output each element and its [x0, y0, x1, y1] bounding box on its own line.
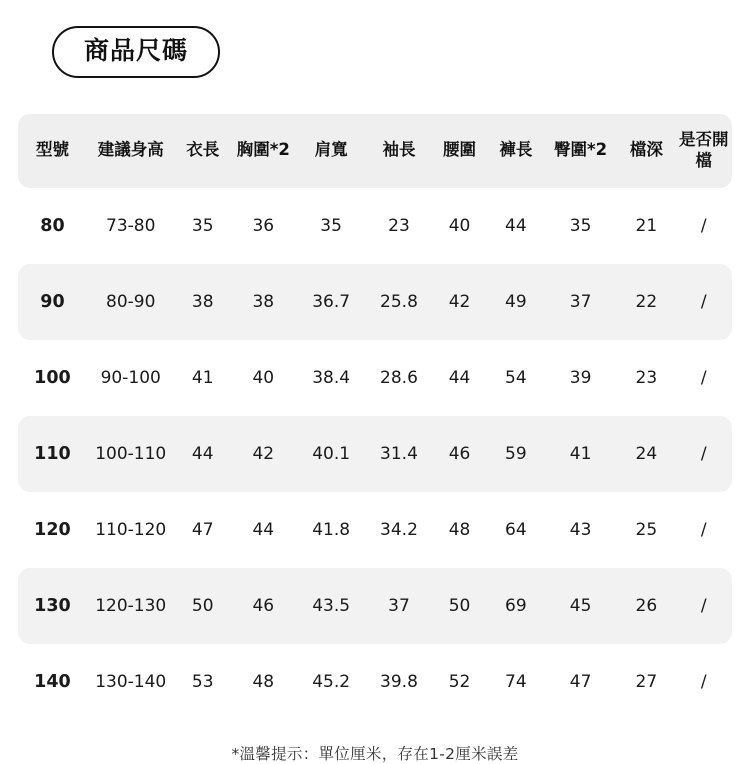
cell-open-crotch: /: [700, 519, 707, 540]
cell-model: 140: [34, 671, 71, 692]
table-row: [18, 416, 732, 492]
column-header-waist: 腰圍: [443, 140, 476, 160]
table-row: [18, 340, 732, 416]
cell-chest: 44: [252, 519, 275, 540]
cell-waist: 44: [448, 367, 471, 388]
table-row: [18, 492, 732, 568]
cell-open-crotch: /: [700, 215, 707, 236]
column-header-length: 衣長: [186, 140, 220, 160]
table-body: [18, 188, 732, 720]
table-row: [18, 188, 732, 264]
cell-model: 120: [34, 519, 71, 540]
cell-length: 41: [191, 367, 214, 388]
cell-hip: 47: [569, 671, 592, 692]
page-title: 商品尺碼: [52, 26, 220, 78]
cell-shoulder: 40.1: [296, 416, 367, 492]
column-header-sleeve: 袖長: [382, 140, 416, 160]
column-header-crotch-depth: 檔深: [629, 140, 663, 160]
cell-length: 47: [191, 519, 214, 540]
cell-crotch-depth: 26: [617, 568, 675, 644]
column-header-chest: 胸圍*2: [236, 140, 290, 160]
cell-hip: 37: [544, 264, 617, 340]
cell-pant-length: 74: [505, 671, 527, 692]
cell-length: 35: [191, 215, 214, 236]
cell-chest: 36: [252, 215, 275, 236]
table-row: [18, 568, 732, 644]
cell-hip: 41: [544, 416, 617, 492]
cell-length: 44: [175, 416, 231, 492]
column-header-hip: 臀圍*2: [554, 140, 608, 160]
cell-model: 80: [40, 215, 65, 236]
column-header-shoulder: 肩寬: [314, 140, 348, 160]
cell-shoulder: 41.8: [312, 519, 351, 540]
table-row: [18, 264, 732, 340]
cell-waist: 48: [448, 519, 471, 540]
cell-height: 100-110: [87, 416, 175, 492]
cell-hip: 43: [569, 519, 592, 540]
title-container: [0, 0, 750, 78]
cell-height: 110-120: [95, 519, 167, 540]
cell-waist: 52: [448, 671, 471, 692]
cell-height: 120-130: [87, 568, 175, 644]
cell-waist: 42: [431, 264, 487, 340]
cell-open-crotch: /: [676, 264, 732, 340]
column-header-pant-length: 褲長: [499, 140, 533, 160]
cell-crotch-depth: 21: [635, 215, 658, 236]
cell-pant-length: 59: [488, 416, 544, 492]
cell-open-crotch: /: [700, 671, 707, 692]
cell-model: 100: [34, 367, 71, 388]
cell-chest: 38: [231, 264, 296, 340]
cell-model: 110: [18, 416, 87, 492]
cell-waist: 40: [448, 215, 471, 236]
cell-sleeve: 34.2: [380, 519, 418, 540]
cell-hip: 45: [544, 568, 617, 644]
cell-waist: 50: [431, 568, 487, 644]
cell-shoulder: 43.5: [296, 568, 367, 644]
cell-crotch-depth: 24: [617, 416, 675, 492]
cell-shoulder: 45.2: [312, 671, 351, 692]
cell-sleeve: 23: [388, 215, 410, 236]
cell-crotch-depth: 27: [635, 671, 658, 692]
cell-sleeve: 37: [367, 568, 432, 644]
column-header-open-crotch: 是否開檔: [679, 129, 729, 170]
cell-model: 130: [18, 568, 87, 644]
cell-chest: 40: [252, 367, 275, 388]
cell-waist: 46: [431, 416, 487, 492]
cell-crotch-depth: 23: [635, 367, 658, 388]
cell-pant-length: 49: [488, 264, 544, 340]
cell-chest: 42: [231, 416, 296, 492]
cell-chest: 48: [252, 671, 275, 692]
cell-crotch-depth: 25: [635, 519, 658, 540]
measurement-note: *溫馨提示：單位厘米，存在1-2厘米誤差: [231, 744, 519, 763]
cell-shoulder: 36.7: [296, 264, 367, 340]
cell-length: 50: [175, 568, 231, 644]
column-header-height: 建議身高: [97, 140, 164, 160]
cell-pant-length: 54: [505, 367, 527, 388]
table-header-row: [18, 114, 732, 188]
cell-sleeve: 28.6: [380, 367, 418, 388]
cell-height: 130-140: [95, 671, 167, 692]
cell-sleeve: 31.4: [367, 416, 432, 492]
cell-pant-length: 64: [505, 519, 527, 540]
cell-chest: 46: [231, 568, 296, 644]
size-table: [18, 114, 732, 720]
cell-open-crotch: /: [676, 416, 732, 492]
size-table-container: [18, 114, 732, 764]
cell-crotch-depth: 22: [617, 264, 675, 340]
cell-height: 73-80: [106, 215, 156, 236]
table-row: [18, 644, 732, 720]
table-header: [18, 114, 732, 188]
cell-length: 53: [191, 671, 214, 692]
cell-open-crotch: /: [676, 568, 732, 644]
cell-pant-length: 69: [488, 568, 544, 644]
cell-sleeve: 39.8: [380, 671, 418, 692]
cell-model: 90: [18, 264, 87, 340]
cell-shoulder: 38.4: [312, 367, 351, 388]
cell-pant-length: 44: [505, 215, 527, 236]
cell-height: 80-90: [87, 264, 175, 340]
cell-hip: 35: [569, 215, 592, 236]
cell-hip: 39: [569, 367, 592, 388]
cell-sleeve: 25.8: [367, 264, 432, 340]
cell-open-crotch: /: [700, 367, 707, 388]
cell-height: 90-100: [100, 367, 161, 388]
cell-shoulder: 35: [320, 215, 342, 236]
column-header-model: 型號: [35, 140, 69, 160]
cell-length: 38: [175, 264, 231, 340]
